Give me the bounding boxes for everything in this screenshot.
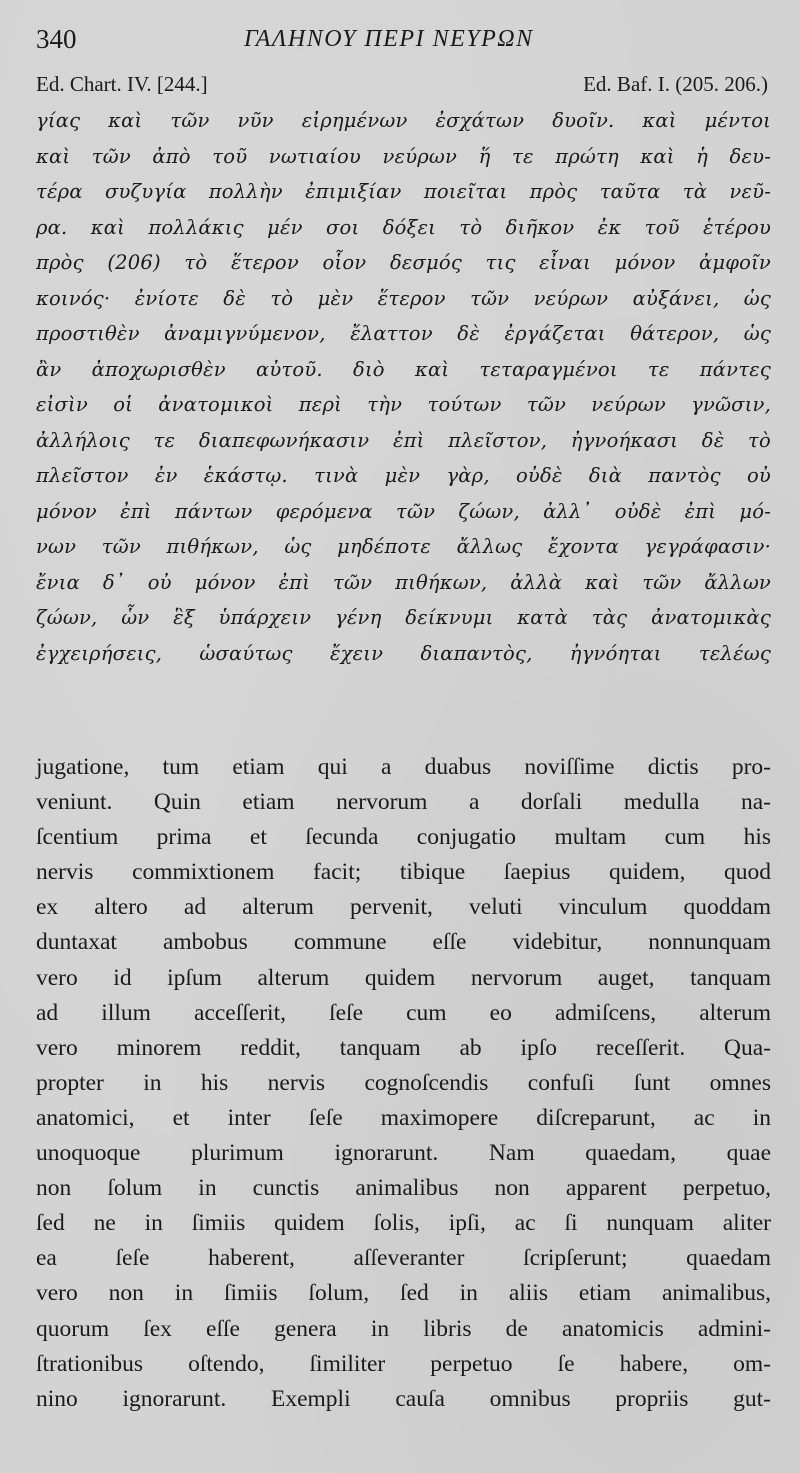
greek-line: ἀλλήλοις τε διαπεφωνήκασιν ἐπὶ πλεῖστον, ἠγνοήκασι δὲ τὸ [36, 428, 771, 452]
latin-line: ad illum acceſſerit, ſeſe cum eo admiſcens, alterum [36, 999, 771, 1026]
running-title: ΓΑΛΗΝΟΥ ΠΕΡΙ ΝΕΥΡΩΝ [244, 26, 534, 52]
latin-text-block [36, 750, 771, 1417]
latin-line: jugatione, tum etiam qui a duabus noviſſime dictis pro- [36, 754, 771, 780]
greek-line: μόνον ἐπὶ πάντων φερόμενα τῶν ζώων, ἀλλ᾽ οὐδὲ ἐπὶ μό- [36, 499, 771, 523]
greek-line: πρὸς (206) τὸ ἕτερον οἷον δεσμός τις εἶναι μόνον ἀμφοῖν [36, 251, 771, 274]
edition-references [36, 72, 768, 104]
greek-line: νων τῶν πιθήκων, ὡς μηδέποτε ἄλλως ἔχοντα γεγράφασιν· [36, 535, 771, 558]
page-number: 340 [36, 24, 77, 54]
greek-line: ἔνια δ᾽ οὐ μόνον ἐπὶ τῶν πιθήκων, ἀλλὰ καὶ τῶν ἄλλων [36, 570, 771, 594]
greek-text-block [36, 103, 771, 671]
latin-line: vero non in ſimiis ſolum, ſed in aliis etiam animalibus, [36, 1280, 771, 1307]
greek-line: ρα. καὶ πολλάκις μέν σοι δόξει τὸ διῆκον ἐκ τοῦ ἑτέρου [36, 215, 771, 239]
greek-line: τέρα συζυγία πολλὴν ἐπιμιξίαν ποιεῖται πρὸς ταῦτα τὰ νεῦ- [36, 180, 771, 203]
greek-line: γίας καὶ τῶν νῦν εἰρημένων ἐσχάτων δυοῖν. καὶ μέντοι [36, 109, 771, 132]
edition-chart-reference: Ed. Chart. IV. [244.] [36, 72, 208, 96]
latin-line: veniunt. Quin etiam nervorum a dorſali medulla na- [36, 789, 771, 816]
greek-line: κοινός· ἐνίοτε δὲ τὸ μὲν ἕτερον τῶν νεύρων αὐξάνει, ὡς [36, 286, 771, 310]
latin-line: unoquoque plurimum ignorarunt. Nam quaedam, quae [36, 1140, 771, 1167]
latin-line: nervis commixtionem facit; tibique ſaepius quidem, quod [36, 859, 771, 886]
greek-line: προστιθὲν ἀναμιγνύμενον, ἔλαττον δὲ ἐργάζεται θάτερον, ὡς [36, 322, 771, 345]
latin-line: vero minorem reddit, tanquam ab ipſo receſſerit. Qua- [36, 1034, 771, 1061]
latin-line: ſtrationibus oſtendo, ſimiliter perpetuo ſe habere, om- [36, 1350, 771, 1377]
greek-line: ἐγχειρήσεις, ὡσαύτως ἔχειν διαπαντὸς, ἠγνόηται τελέως [36, 641, 771, 665]
latin-line: ſcentium prima et ſecunda conjugatio multam cum his [36, 824, 771, 851]
greek-line: εἰσὶν οἱ ἀνατομικοὶ περὶ τὴν τούτων τῶν νεύρων γνῶσιν, [36, 393, 771, 416]
latin-line: duntaxat ambobus commune eſſe videbitur, nonnunquam [36, 929, 771, 956]
latin-line: non ſolum in cunctis animalibus non apparent perpetuo, [36, 1175, 771, 1202]
latin-line: ex altero ad alterum pervenit, veluti vinculum quoddam [36, 894, 771, 921]
greek-line: ζώων, ὧν ἓξ ὑπάρχειν γένη δείκνυμι κατὰ τὰς ἀνατομικὰς [36, 606, 771, 629]
latin-line: quorum ſex eſſe genera in libris de anatomicis admini- [36, 1315, 771, 1342]
latin-line: anatomici, et inter ſeſe maximopere diſcreparunt, ac in [36, 1104, 771, 1131]
greek-line: καὶ τῶν ἀπὸ τοῦ νωτιαίου νεύρων ἥ τε πρώτη καὶ ἡ δευ- [36, 144, 771, 168]
latin-line: propter in his nervis cognoſcendis confuſi ſunt omnes [36, 1069, 771, 1096]
page-header [36, 24, 766, 64]
greek-line: ἂν ἀποχωρισθὲν αὐτοῦ. διὸ καὶ τεταραγμένοι τε πάντες [36, 357, 771, 381]
latin-line: ea ſeſe haberent, aſſeveranter ſcripſerunt; quaedam [36, 1245, 771, 1272]
greek-line: πλεῖστον ἐν ἑκάστῳ. τινὰ μὲν γὰρ, οὐδὲ διὰ παντὸς οὐ [36, 464, 771, 487]
edition-basel-reference: Ed. Baf. I. (205. 206.) [583, 72, 768, 96]
latin-line: vero id ipſum alterum quidem nervorum auget, tanquam [36, 964, 771, 991]
latin-line: ſed ne in ſimiis quidem ſolis, ipſi, ac ſi nunquam aliter [36, 1210, 771, 1237]
latin-line: nino ignorarunt. Exempli cauſa omnibus propriis gut- [36, 1385, 771, 1412]
